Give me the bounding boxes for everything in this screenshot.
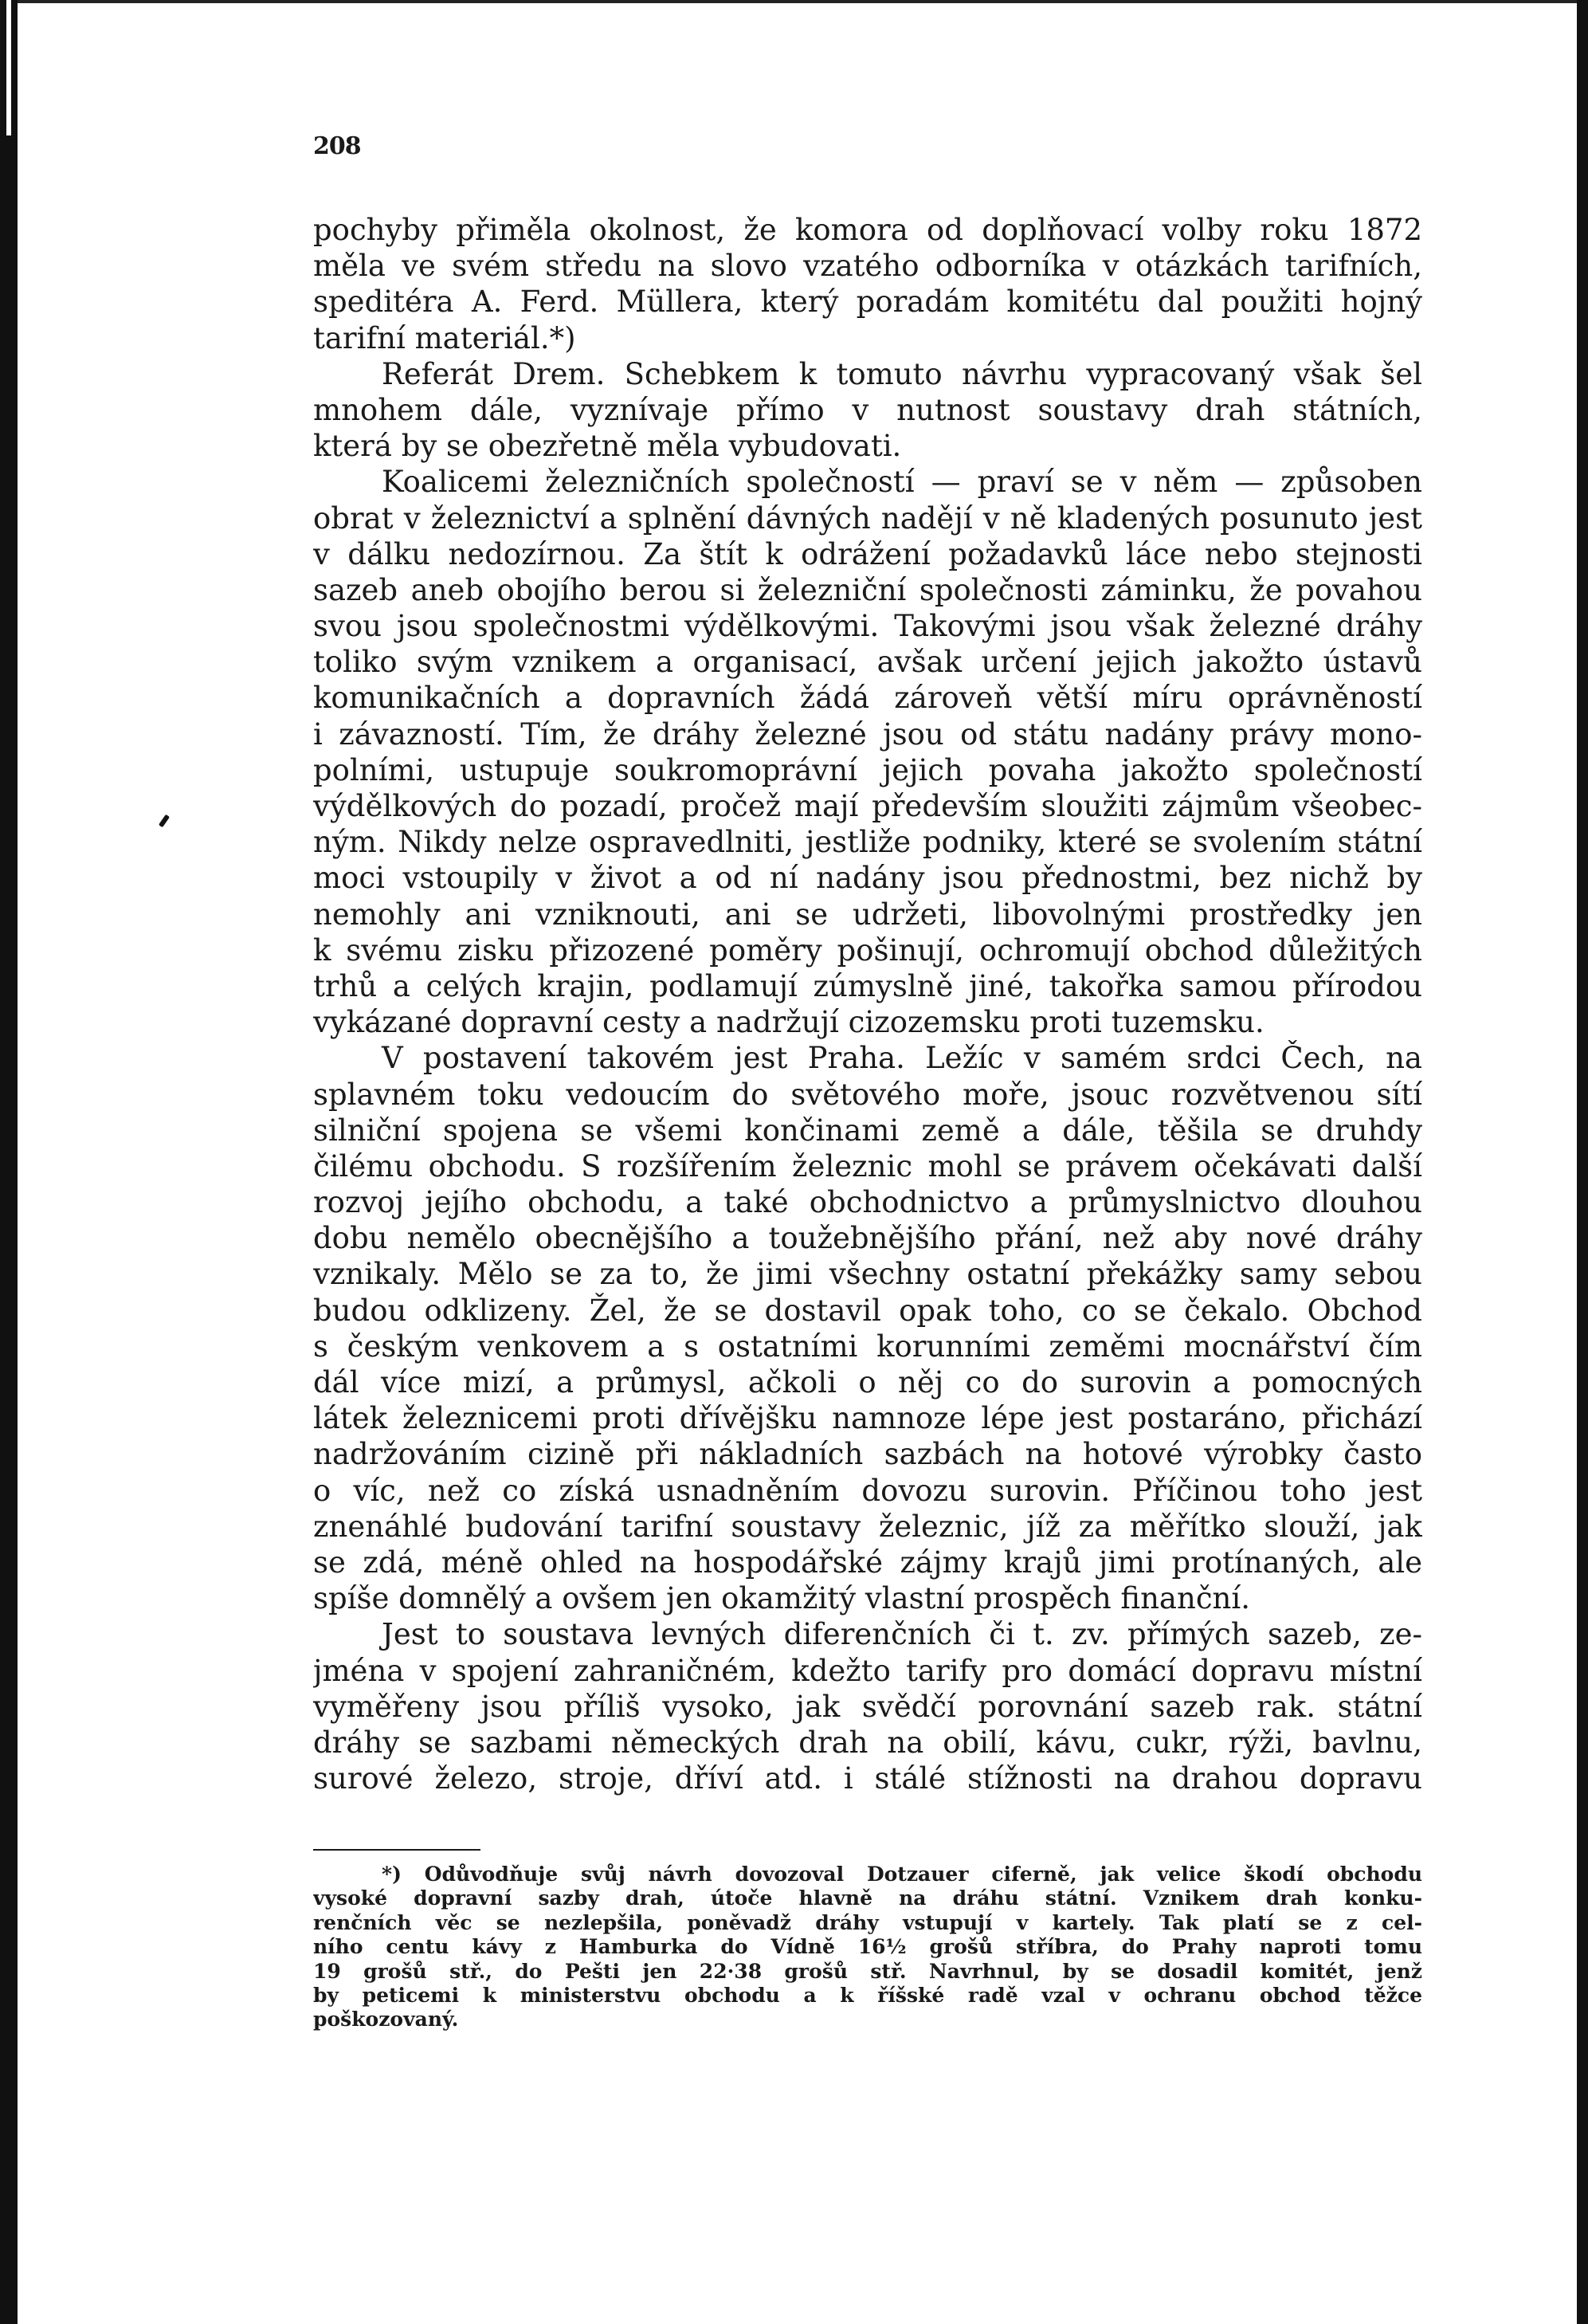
text-line: svou jsou společnostmi výdělkovými. Takovými jsou však železné dráhy — [313, 609, 1422, 644]
text-line: dobu nemělo obecnějšího a toužebnějšího přání, než aby nové dráhy — [313, 1221, 1422, 1256]
paragraph-start-line: Jest to soustava levných diferenčních či t. zv. přímých sazeb, ze- — [382, 1617, 1422, 1652]
text-line: silniční spojena se všemi končinami země a dále, těšila se druhdy — [313, 1113, 1422, 1148]
scan-speck — [159, 815, 170, 828]
text-line: výdělkových do pozadí, pročež mají především sloužiti zájmům všeobec- — [313, 789, 1422, 823]
main-text — [313, 212, 1422, 1796]
page-number: 208 — [313, 132, 361, 160]
text-line: tarifní materiál.*) — [313, 320, 576, 355]
text-line: surové železo, stroje, dříví atd. i stálé stížnosti na drahou dopravu — [313, 1761, 1422, 1796]
text-line: se zdá, méně ohled na hospodářské zájmy krajů jimi protínaných, ale — [313, 1545, 1422, 1580]
footnote-divider — [313, 1849, 480, 1851]
text-line: sazeb aneb obojího berou si železniční společnosti záminku, že povahou — [313, 572, 1422, 607]
text-line: komunikačních a dopravních žádá zároveň větší míru oprávněností — [313, 681, 1422, 716]
paragraph-start-line: V postavení takovém jest Praha. Ležíc v samém srdci Čech, na — [382, 1041, 1422, 1076]
text-line: v dálku nedozírnou. Za štít k odrážení požadavků láce nebo stejnosti — [313, 536, 1422, 571]
scan-edge-left — [0, 0, 18, 2324]
paragraph-start-line: Koalicemi železničních společností — praví se v něm — způsoben — [382, 465, 1422, 500]
text-line: nemohly ani vzniknouti, ani se udržeti, libovolnými prostředky jen — [313, 897, 1422, 932]
footnote — [313, 1863, 1422, 2032]
footnote-line: ního centu kávy z Hamburka do Vídně 16½ grošů stříbra, do Prahy naproti tomu — [313, 1935, 1422, 1959]
text-line: o víc, než co získá usnadněním dovozu surovin. Příčinou toho jest — [313, 1473, 1422, 1508]
scan-edge-right — [1577, 0, 1588, 2324]
text-line: speditéra A. Ferd. Müllera, který poradám komitétu dal použiti hojný — [313, 285, 1422, 320]
text-line: polními, ustupuje soukromoprávní jejich povaha jakožto společností — [313, 752, 1422, 787]
text-line: dráhy se sazbami německých drah na obilí, kávu, cukr, rýži, bavlnu, — [313, 1725, 1422, 1760]
text-line: mnohem dále, vyznívaje přímo v nutnost soustavy drah státních, — [313, 392, 1422, 427]
text-line: znenáhlé budování tarifní soustavy železnic, jíž za měřítko slouží, jak — [313, 1509, 1422, 1544]
text-line: toliko svým vznikem a organisací, avšak určení jejich jakožto ústavů — [313, 645, 1422, 680]
text-line: látek železnicemi proti dřívějšku namnoze lépe jest postaráno, přichází — [313, 1401, 1422, 1436]
text-line: budou odklizeny. Žel, že se dostavil opak toho, co se čekalo. Obchod — [313, 1293, 1422, 1328]
scan-edge-top — [0, 0, 1588, 3]
footnote-line: poškozovaný. — [313, 2008, 459, 2032]
footnote-line: *) Odůvodňuje svůj návrh dovozoval Dotzauer ciferně, jak velice škodí obchodu — [382, 1863, 1422, 1886]
text-line: dál více mizí, a průmysl, ačkoli o něj co do surovin a pomocných — [313, 1365, 1422, 1400]
text-line: měla ve svém středu na slovo vzatého odborníka v otázkách tarifních, — [313, 249, 1422, 284]
text-line: trhů a celých krajin, podlamují zúmyslně jiné, takořka samou přírodou — [313, 968, 1422, 1003]
text-line: obrat v železnictví a splnění dávných nadějí v ně kladených posunuto jest — [313, 501, 1422, 536]
footnote-line: by peticemi k ministerstvu obchodu a k říšské radě vzal v ochranu obchod těžce — [313, 1983, 1422, 2007]
scan-edge-notch — [6, 0, 11, 135]
text-line: vykázané dopravní cesty a nadržují cizozemsku proti tuzemsku. — [313, 1005, 1265, 1040]
text-line: pochyby přiměla okolnost, že komora od doplňovací volby roku 1872 — [313, 213, 1422, 247]
text-line: i závazností. Tím, že dráhy železné jsou od státu nadány právy mono- — [313, 716, 1422, 752]
text-line: k svému zisku přizozené poměry pošinují, ochromují obchod důležitých — [313, 932, 1422, 968]
text-line: ným. Nikdy nelze ospravedlniti, jestliže podniky, které se svolením státní — [313, 825, 1422, 860]
text-line: spíše domnělý a ovšem jen okamžitý vlastní prospěch finanční. — [313, 1581, 1250, 1616]
text-line: moci vstoupily v život a od ní nadány jsou přednostmi, bez nichž by — [313, 861, 1422, 896]
footnote-line: vysoké dopravní sazby drah, útoče hlavně na dráhu státní. Vznikem drah konku- — [313, 1886, 1422, 1910]
text-line: jména v spojení zahraničném, kdežto tarify pro domácí dopravu místní — [313, 1653, 1422, 1688]
text-line: rozvoj jejího obchodu, a také obchodnictvo a průmyslnictvo dlouhou — [313, 1185, 1422, 1220]
footnote-line: renčních věc se nezlepšila, poněvadž dráhy vstupují v kartely. Tak platí se z cel- — [313, 1910, 1422, 1934]
text-line: s českým venkovem a s ostatními korunními zeměmi mocnářství čím — [313, 1329, 1422, 1364]
text-line: vyměřeny jsou příliš vysoko, jak svědčí porovnání sazeb rak. státní — [313, 1689, 1422, 1724]
text-line: splavném toku vedoucím do světového moře, jsouc rozvětvenou sítí — [313, 1077, 1422, 1112]
footnote-line: 19 grošů stř., do Pešti jen 22·38 grošů stř. Navrhnul, by se dosadil komitét, jenž — [313, 1959, 1422, 1983]
text-line: vznikaly. Mělo se za to, že jimi všechny ostatní překážky samy sebou — [313, 1257, 1422, 1292]
text-line: nadržováním cizině při nákladních sazbách na hotové výrobky často — [313, 1437, 1422, 1472]
text-line: čilému obchodu. S rozšířením železnic mohl se právem očekávati další — [313, 1148, 1422, 1184]
text-line: která by se obezřetně měla vybudovati. — [313, 429, 902, 464]
paragraph-start-line: Referát Drem. Schebkem k tomuto návrhu vypracovaný však šel — [382, 356, 1422, 391]
